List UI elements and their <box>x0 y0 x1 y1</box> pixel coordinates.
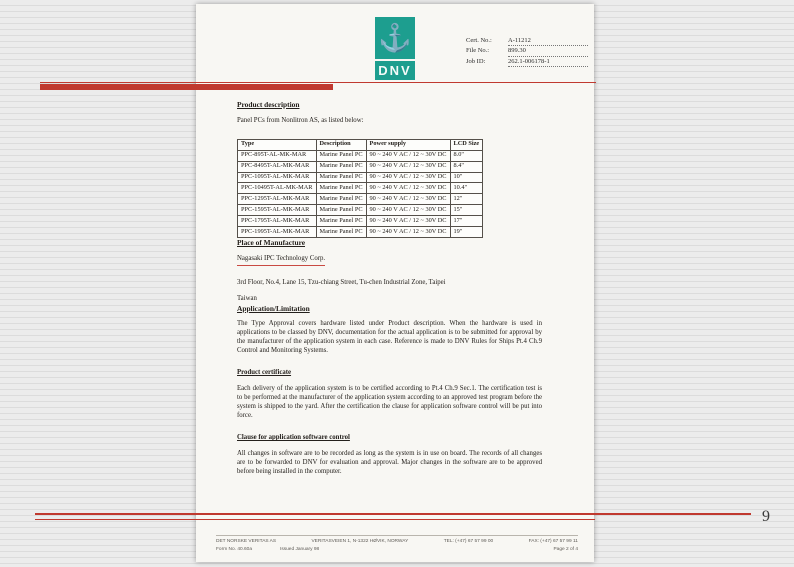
red-line-bottom-secondary <box>35 519 595 520</box>
table-cell: 12" <box>450 194 483 205</box>
cert-info-line <box>466 36 588 46</box>
table-cell: 90 ~ 240 V AC / 12 ~ 30V DC <box>366 205 450 216</box>
document-footer <box>216 535 578 554</box>
red-line-bottom <box>35 513 751 515</box>
manufacturer-name: Nagasaki IPC Technology Corp. <box>237 255 325 266</box>
table-cell: 19" <box>450 227 483 238</box>
table-cell: Marine Panel PC <box>316 150 366 161</box>
cert-info-line <box>466 46 588 56</box>
table-header-cell: Power supply <box>366 139 450 150</box>
table-cell: 90 ~ 240 V AC / 12 ~ 30V DC <box>366 194 450 205</box>
table-row <box>238 205 483 216</box>
table-cell: 15" <box>450 205 483 216</box>
table-cell: 90 ~ 240 V AC / 12 ~ 30V DC <box>366 183 450 194</box>
footer-page-indicator: Page 2 of 4 <box>553 546 578 552</box>
footer-contact-item: TEL: (+47) 67 57 99 00 <box>443 538 494 544</box>
footer-meta-row <box>216 546 578 554</box>
cert-info <box>466 36 588 67</box>
table-cell: 10" <box>450 172 483 183</box>
table-row <box>238 194 483 205</box>
table-cell: 90 ~ 240 V AC / 12 ~ 30V DC <box>366 161 450 172</box>
table-cell: Marine Panel PC <box>316 194 366 205</box>
table-header-cell: Description <box>316 139 366 150</box>
cert-info-label: Job ID: <box>466 57 486 65</box>
footer-contact-item: FAX: (+47) 67 57 99 11 <box>528 538 578 544</box>
table-header-cell: Type <box>238 139 317 150</box>
cert-info-line <box>466 57 588 67</box>
product-table <box>237 139 483 238</box>
table-cell: Marine Panel PC <box>316 216 366 227</box>
footer-issued: Issued January 98 <box>280 546 320 552</box>
table-cell: PPC-10495T-AL-MK-MAR <box>238 183 317 194</box>
application-limitation-paragraph: The Type Approval covers hardware listed under Product description. When the hardware is used in applications to be classed by DNV, documentation for the actual application is to be submitted for approval by the manufacturer of the application system in each case. Reference is made to DNV Rules for Ships Pt.4 Ch.9 Control and Monitoring Systems. <box>237 320 542 355</box>
document-body <box>196 98 594 477</box>
table-cell: PPC-1795T-AL-MK-MAR <box>238 216 317 227</box>
table-row <box>238 183 483 194</box>
product-description-intro: Panel PCs from Nonlitron AS, as listed below: <box>237 116 364 124</box>
table-cell: 8.4" <box>450 161 483 172</box>
table-cell: 17" <box>450 216 483 227</box>
table-header-row <box>238 139 483 150</box>
section-heading-place-of-manufacture: Place of Manufacture <box>237 238 306 248</box>
footer-contact-item: VERITASVEIEN 1, N-1322 HØVIK, NORWAY <box>311 538 409 544</box>
table-cell: Marine Panel PC <box>316 183 366 194</box>
cert-info-value: A-11212 <box>508 36 588 46</box>
table-cell: 90 ~ 240 V AC / 12 ~ 30V DC <box>366 216 450 227</box>
footer-form-number: Form No. 40.60a <box>216 546 252 552</box>
table-row <box>238 161 483 172</box>
table-row <box>238 172 483 183</box>
table-body <box>238 150 483 237</box>
table-cell: PPC-1295T-AL-MK-MAR <box>238 194 317 205</box>
section-heading-product-description: Product description <box>237 100 300 109</box>
cert-info-value: 262.1-006178-1 <box>508 57 588 67</box>
dnv-logo-text: DNV <box>375 61 415 80</box>
cert-info-label: File No.: <box>466 47 490 55</box>
product-certificate-paragraph: Each delivery of the application system is to be certified according to Pt.4 Ch.9 Sec.1. The certification test is to be performed at the manufacturer of the application system according to an approved test program before the system is shipped to the yard. After the certification the clause for application software control will be put into force. <box>237 385 542 420</box>
table-row <box>238 150 483 161</box>
table-cell: Marine Panel PC <box>316 172 366 183</box>
table-header-cell: LCD Size <box>450 139 483 150</box>
table-cell: 8.0" <box>450 150 483 161</box>
table-cell: PPC-895T-AL-MK-MAR <box>238 150 317 161</box>
product-certificate-heading: Product certificate <box>237 369 292 377</box>
software-control-clause-heading: Clause for application software control <box>237 434 350 442</box>
anchor-icon: ⚓ <box>375 17 415 59</box>
table-cell: 90 ~ 240 V AC / 12 ~ 30V DC <box>366 172 450 183</box>
table-cell: PPC-1595T-AL-MK-MAR <box>238 205 317 216</box>
table-cell: 10.4" <box>450 183 483 194</box>
table-row <box>238 216 483 227</box>
dnv-logo <box>375 17 415 80</box>
footer-contact-row <box>216 538 578 546</box>
table-cell: PPC-8495T-AL-MK-MAR <box>238 161 317 172</box>
manufacturer-country: Taiwan <box>237 294 257 302</box>
table-cell: PPC-1995T-AL-MK-MAR <box>238 227 317 238</box>
slide-page-number: 9 <box>762 508 770 525</box>
cert-info-label: Cert. No.: <box>466 37 492 44</box>
table-cell: Marine Panel PC <box>316 205 366 216</box>
table-cell: PPC-1095T-AL-MK-MAR <box>238 172 317 183</box>
table-cell: Marine Panel PC <box>316 227 366 238</box>
footer-form-info <box>216 546 333 554</box>
table-cell: Marine Panel PC <box>316 161 366 172</box>
footer-contact-item: DET NORSKE VERITAS AS <box>216 538 277 544</box>
table-cell: 90 ~ 240 V AC / 12 ~ 30V DC <box>366 227 450 238</box>
red-line-top <box>40 82 596 83</box>
software-control-clause-paragraph: All changes in software are to be recorded as long as the system is in use on board. The records of all changes are to be forwarded to DNV for evaluation and approval. Major changes in the software are to be approved before being installed in the computer. <box>237 450 542 476</box>
section-heading-application-limitation: Application/Limitation <box>237 303 310 313</box>
table-row <box>238 227 483 238</box>
manufacturer-address: 3rd Floor, No.4, Lane 15, Tzu-chiang Street, Tu-chen Industrial Zone, Taipei <box>237 278 446 286</box>
cert-info-value: 899.30 <box>508 46 588 56</box>
table-cell: 90 ~ 240 V AC / 12 ~ 30V DC <box>366 150 450 161</box>
red-accent-bar <box>40 84 333 90</box>
